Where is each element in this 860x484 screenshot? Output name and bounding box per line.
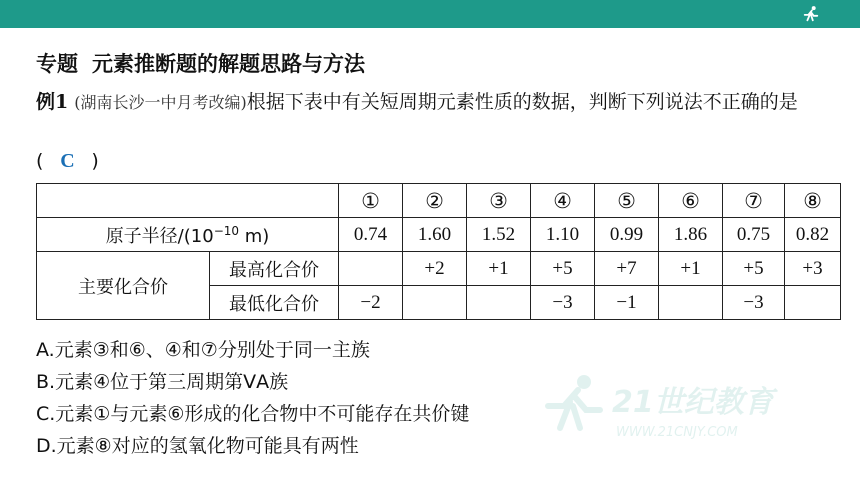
option-a: A.元素③和⑥、④和⑦分别处于同一主族 bbox=[36, 339, 370, 361]
element-header: ① bbox=[339, 184, 403, 218]
radius-value: 1.10 bbox=[531, 218, 595, 252]
element-header: ⑧ bbox=[785, 184, 841, 218]
element-header: ④ bbox=[531, 184, 595, 218]
question-stem bbox=[36, 86, 836, 119]
topic-title: 元素推断题的解题思路与方法 bbox=[92, 52, 365, 76]
lowest-valence-value: −1 bbox=[595, 286, 659, 320]
element-header: ③ bbox=[467, 184, 531, 218]
radius-value: 0.75 bbox=[723, 218, 785, 252]
answer-open: ( bbox=[36, 150, 44, 172]
brand-logo bbox=[802, 3, 820, 25]
element-data-table bbox=[36, 183, 841, 320]
element-header: ② bbox=[403, 184, 467, 218]
lowest-valence-value: −3 bbox=[531, 286, 595, 320]
radius-label: 原子半径$/(10^{-10}$ m) bbox=[37, 218, 339, 252]
element-header: ⑦ bbox=[723, 184, 785, 218]
page-title bbox=[36, 48, 365, 78]
lowest-valence-value: −2 bbox=[339, 286, 403, 320]
answer-close: ) bbox=[91, 150, 99, 172]
question-text: 根据下表中有关短周期元素性质的数据，判断下列说法不正确的是 bbox=[246, 91, 798, 113]
table-header-row bbox=[37, 184, 841, 218]
radius-value: 1.52 bbox=[467, 218, 531, 252]
answer-value: C bbox=[60, 150, 75, 172]
highest-valence-label: 最高化合价 bbox=[210, 252, 339, 286]
highest-valence-value: +1 bbox=[467, 252, 531, 286]
valence-group-label: 主要化合价 bbox=[37, 252, 210, 320]
table-corner-cell bbox=[37, 184, 339, 218]
element-header: ⑤ bbox=[595, 184, 659, 218]
lowest-valence-value bbox=[659, 286, 723, 320]
radius-value: 0.74 bbox=[339, 218, 403, 252]
element-header: ⑥ bbox=[659, 184, 723, 218]
radius-value: 0.99 bbox=[595, 218, 659, 252]
brand-watermark bbox=[540, 370, 820, 450]
runner-logo-icon bbox=[802, 5, 820, 23]
header-bar bbox=[0, 0, 860, 28]
highest-valence-row bbox=[37, 252, 841, 286]
highest-valence-value: +5 bbox=[723, 252, 785, 286]
watermark-url: WWW.21CNJY.COM bbox=[616, 425, 738, 440]
radius-value: 0.82 bbox=[785, 218, 841, 252]
highest-valence-value: +7 bbox=[595, 252, 659, 286]
option-d: D.元素⑧对应的氢氧化物可能具有两性 bbox=[36, 435, 359, 457]
radius-row bbox=[37, 218, 841, 252]
highest-valence-value: +5 bbox=[531, 252, 595, 286]
highest-valence-value: +2 bbox=[403, 252, 467, 286]
option-c: C.元素①与元素⑥形成的化合物中不可能存在共价键 bbox=[36, 403, 470, 425]
answer-bracket bbox=[36, 150, 99, 173]
highest-valence-value: +3 bbox=[785, 252, 841, 286]
question-source: (湖南长沙一中月考改编) bbox=[74, 93, 247, 112]
question-label: 例1 bbox=[36, 91, 69, 113]
highest-valence-value bbox=[339, 252, 403, 286]
lowest-valence-value bbox=[467, 286, 531, 320]
radius-value: 1.86 bbox=[659, 218, 723, 252]
highest-valence-value: +1 bbox=[659, 252, 723, 286]
watermark-logo-text: 21世纪教育 bbox=[612, 385, 774, 420]
topic-tag: 专题 bbox=[36, 52, 78, 76]
lowest-valence-label: 最低化合价 bbox=[210, 286, 339, 320]
option-b: B.元素④位于第三周期第ⅤA族 bbox=[36, 371, 289, 393]
lowest-valence-value bbox=[785, 286, 841, 320]
lowest-valence-value bbox=[403, 286, 467, 320]
answer-options bbox=[36, 334, 469, 462]
lowest-valence-value: −3 bbox=[723, 286, 785, 320]
radius-value: 1.60 bbox=[403, 218, 467, 252]
watermark-runner-icon bbox=[548, 375, 600, 428]
